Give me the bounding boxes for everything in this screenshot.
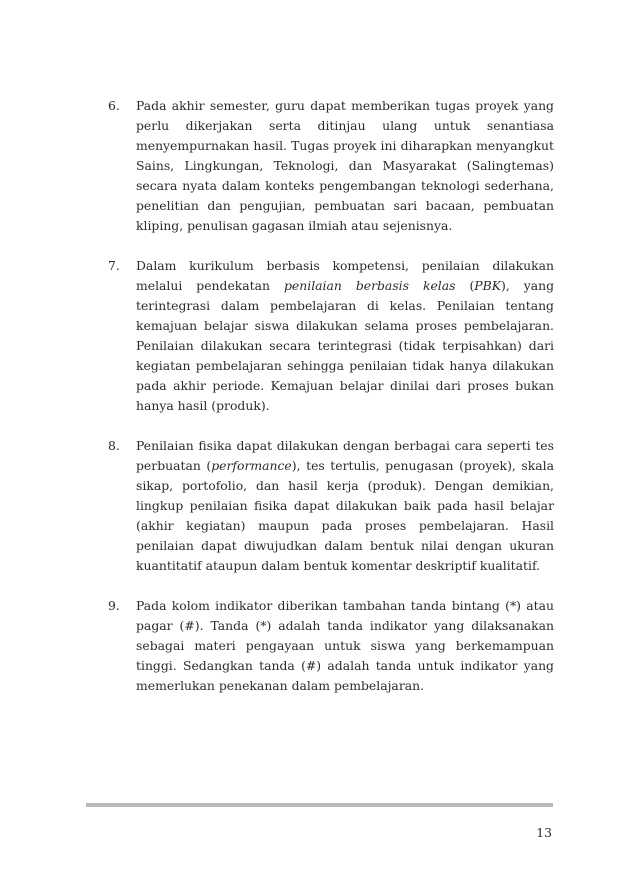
list-item-6 [108,96,554,236]
text-segment: Pada kolom indikator diberikan tambahan tanda bintang (*) atau pagar (#). Tanda (*) adalah tanda indikator yang dilaksanakan sebagai materi pengayaan untuk siswa yang berkemampuan tinggi. Sedangkan tanda (#) adalah tanda untuk indikator yang memerlukan penekanan dalam pembelajaran. [136,598,554,693]
item-text [136,598,554,693]
text-segment: Penilaian fisika dapat dilakukan dengan berbagai cara seperti tes perbuatan ( [136,438,554,473]
item-number: 6. [108,98,120,113]
item-text [136,258,554,413]
italic-term: performance [211,458,292,473]
footer-divider [86,803,553,807]
italic-abbreviation: PBK [474,278,501,293]
text-segment: Pada akhir semester, guru dapat memberikan tugas proyek yang perlu dikerjakan serta ditinjau ulang untuk senantiasa menyempurnakan hasil. Tugas proyek ini diharapkan menyangkut Sains, Lingkungan, Teknologi, dan Masyarakat (Salingtemas) secara nyata dalam konteks pengembangan teknologi sederhana, penelitian dan pengujian, pembuatan sari bacaan, pembuatan kliping, penulisan gagasan ilmiah atau sejenisnya. [136,98,554,233]
list-item-7 [108,256,554,416]
text-segment: ), tes tertulis, penugasan (proyek), skala sikap, portofolio, dan hasil kerja (produk). Dengan demikian, lingkup penilaian fisika dapat dilakukan baik pada hasil belajar (akhir kegiatan) maupun pada proses pembelajaran. Hasil penilaian dapat diwujudkan dalam bentuk nilai dengan ukuran kuantitatif ataupun dalam bentuk komentar deskriptif kualitatif. [136,458,554,573]
list-item-9 [108,596,554,696]
italic-term: penilaian berbasis kelas [283,278,456,293]
text-segment: ( [455,278,475,293]
item-number: 9. [108,598,120,613]
item-number: 7. [108,258,120,273]
text-segment: ), yang terintegrasi dalam pembelajaran di kelas. Penilaian tentang kemajuan belajar siswa dilakukan selama proses pembelajaran. Penilaian dilakukan secara terintegrasi (tidak terpisahkan) dari kegiatan pembelajaran sehingga penilaian tidak hanya dilakukan pada akhir periode. Kemajuan belajar dinilai dari proses bukan hanya hasil (produk). [136,278,554,413]
text-segment: Dalam kurikulum berbasis kompetensi, penilaian dilakukan melalui pendekatan [136,258,554,293]
numbered-list [108,96,554,716]
item-text [136,438,554,573]
page-number: 13 [536,825,552,840]
list-item-8 [108,436,554,576]
item-text [136,98,554,233]
item-number: 8. [108,438,120,453]
